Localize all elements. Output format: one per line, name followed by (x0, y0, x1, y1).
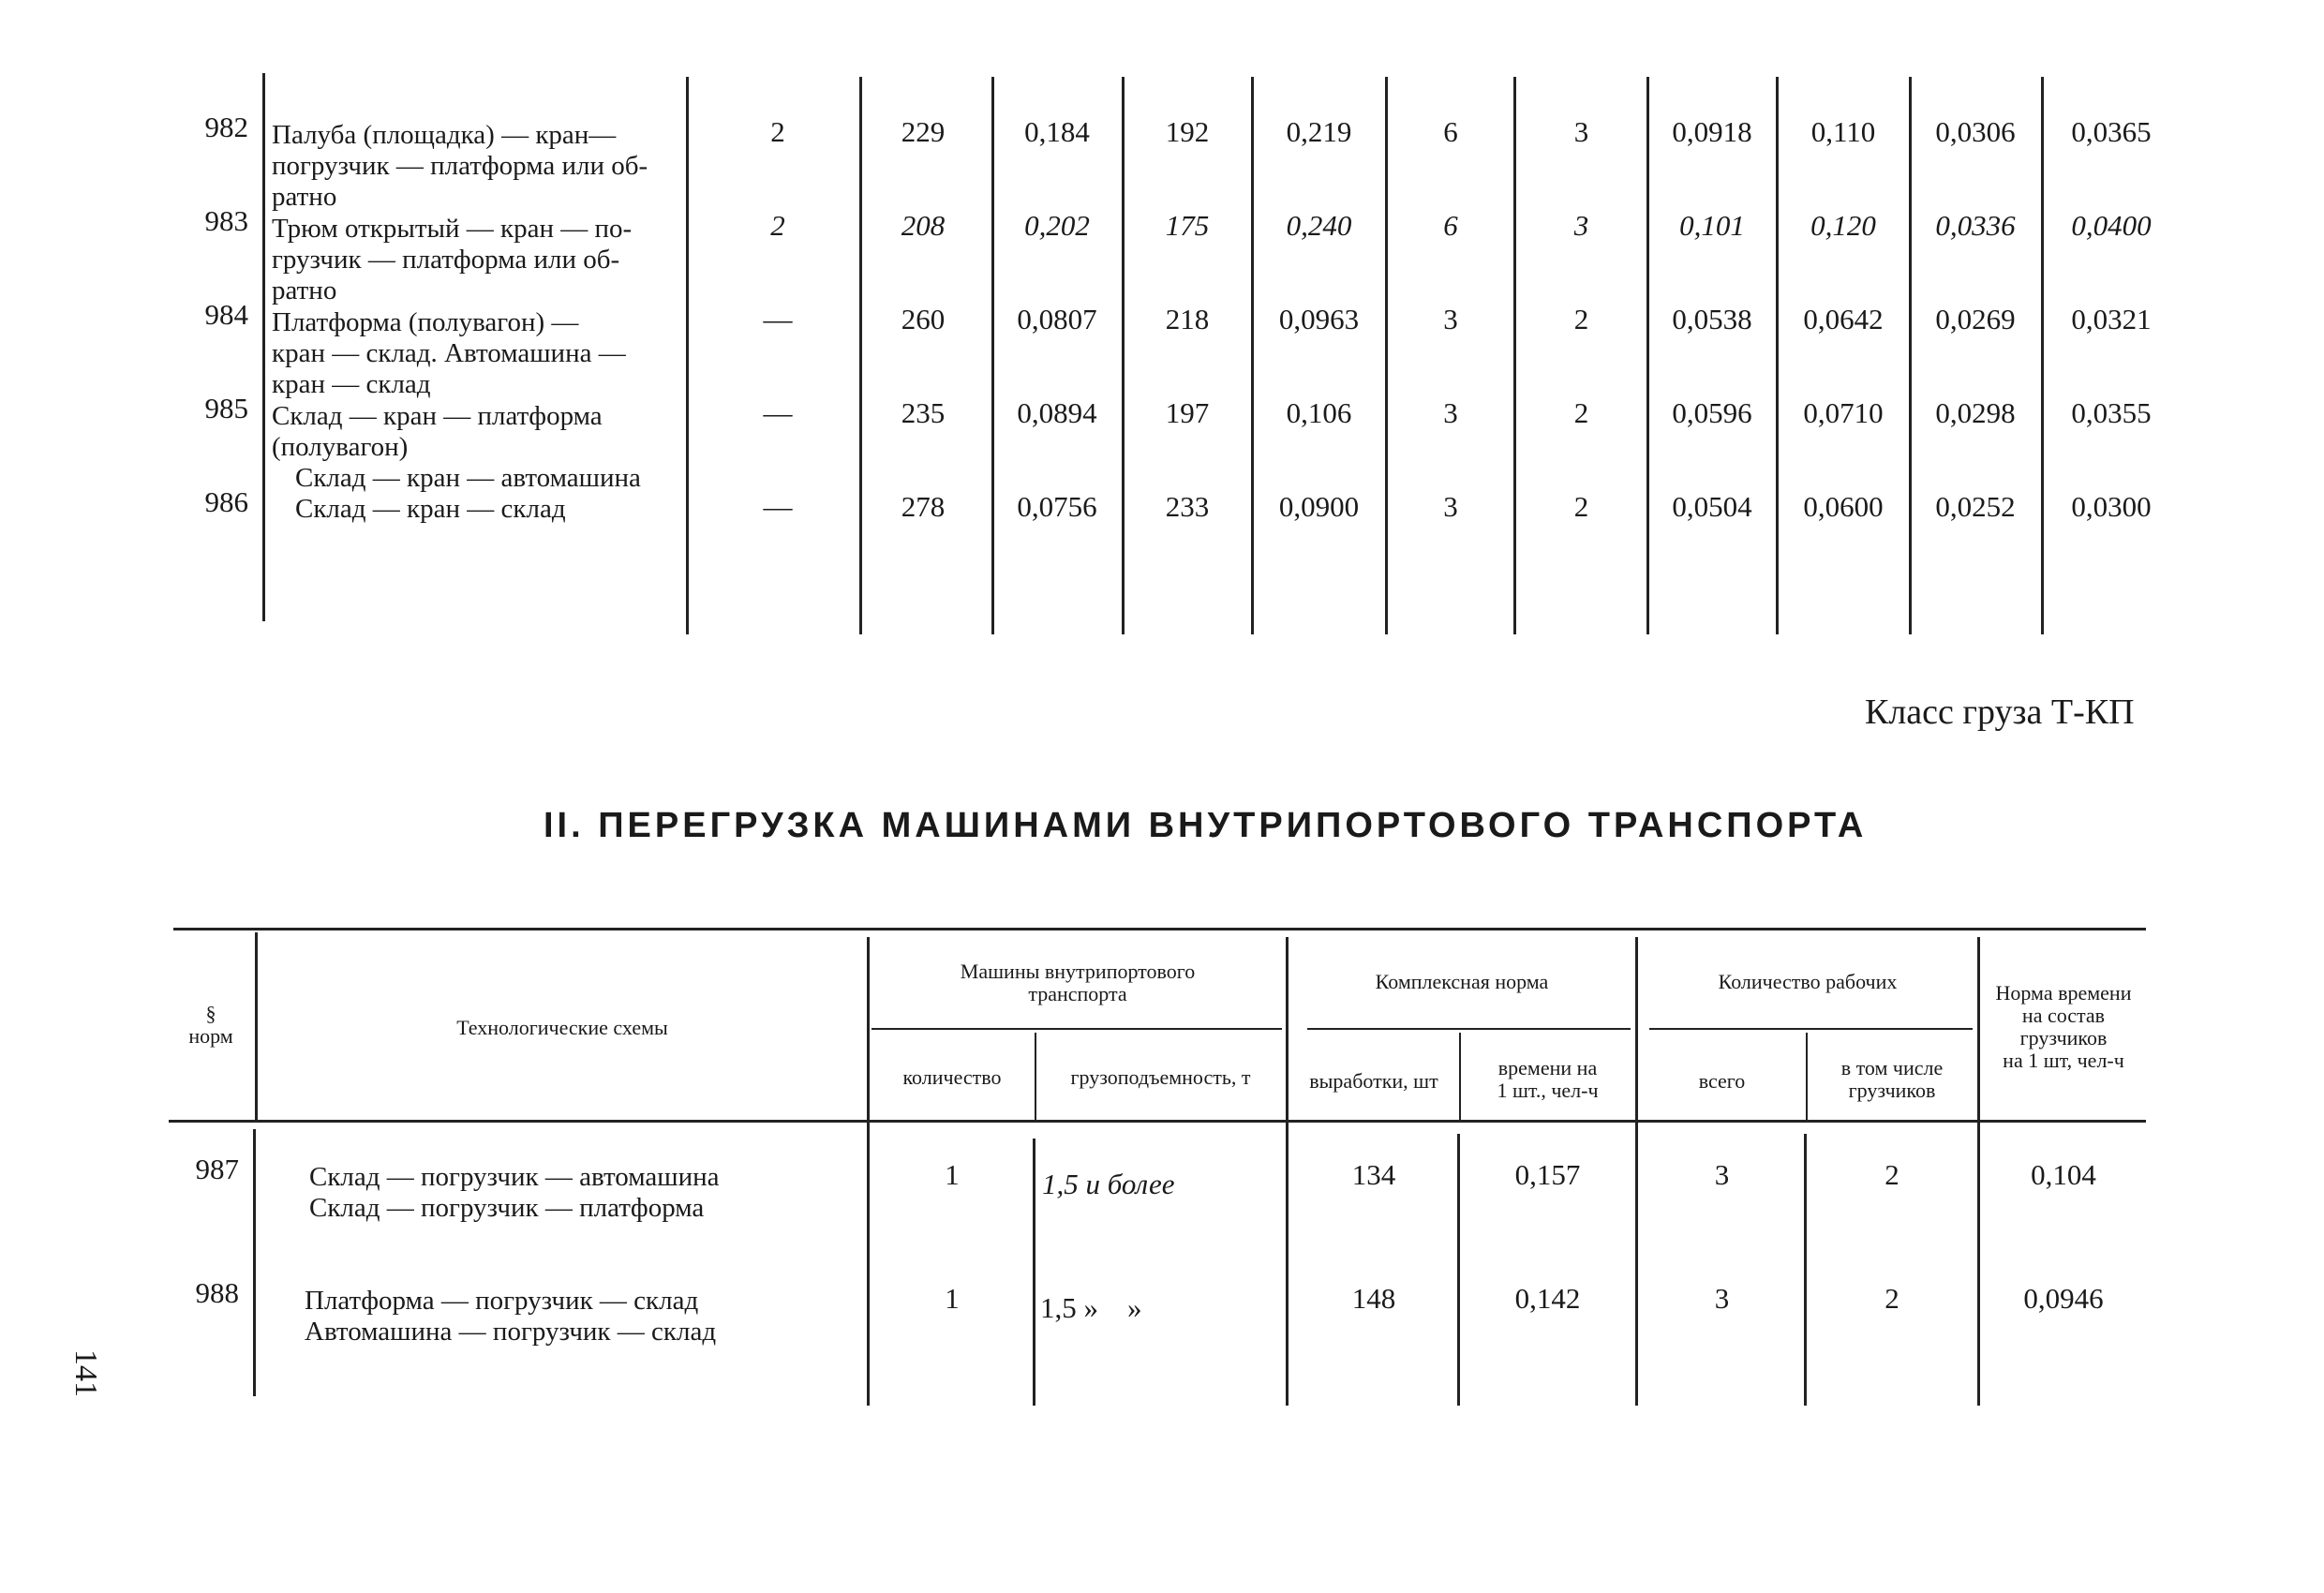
header-text: грузчиков (2019, 1026, 2108, 1050)
value-cell: 1,5 » » (1040, 1291, 1142, 1324)
cargo-class-label: Класс груза Т-КП (1865, 692, 2135, 732)
value-cell: 0,0300 (2071, 490, 2152, 523)
value-cell: 6 (1443, 209, 1458, 242)
header-text: Машины внутрипортового (960, 960, 1196, 983)
value-cell: 0,0756 (1017, 490, 1097, 523)
header-text: § (205, 1002, 216, 1025)
value-cell: 3 (1573, 209, 1589, 242)
header-sub-rule (872, 1028, 1282, 1030)
scheme-line: ратно (272, 275, 337, 305)
header-text: норм (188, 1024, 233, 1048)
value-cell: 0,0963 (1278, 303, 1360, 335)
value-cell: 2 (1573, 396, 1589, 429)
column-rule (1513, 77, 1516, 634)
column-rule (859, 77, 862, 634)
header-text: в том числе (1840, 1056, 1944, 1079)
value-cell: 2 (1573, 490, 1589, 523)
section-title: II. ПЕРЕГРУЗКА МАШИНАМИ ВНУТРИПОРТОВОГО ТРАНСПОРТА (544, 806, 1868, 845)
scheme-line: кран — склад (272, 369, 431, 399)
value-cell: 233 (1165, 490, 1210, 523)
value-cell: — (763, 396, 793, 429)
column-rule (1646, 77, 1649, 634)
value-cell: 0,0298 (1935, 396, 2016, 429)
header-norm-number (169, 1003, 253, 1048)
value-cell: — (763, 490, 793, 523)
value-cell: 192 (1165, 115, 1210, 148)
column-rule (1251, 77, 1254, 634)
value-cell: 0,104 (2031, 1158, 2096, 1191)
header-output: выработки, шт (1309, 1069, 1438, 1093)
column-rule (1035, 1033, 1036, 1120)
value-cell: 0,0336 (1935, 209, 2016, 242)
column-rule (1457, 1134, 1460, 1406)
value-cell: 1,5 и более (1042, 1168, 1175, 1200)
header-text: времени на (1497, 1056, 1598, 1079)
value-cell: 0,219 (1286, 115, 1352, 148)
norm-number: 988 (195, 1276, 239, 1309)
header-machines (872, 960, 1284, 1005)
column-rule (2041, 77, 2044, 634)
value-cell: 0,0900 (1278, 490, 1360, 523)
value-cell: 3 (1714, 1158, 1730, 1191)
value-cell: 0,0807 (1017, 303, 1097, 335)
header-sub-rule (1649, 1028, 1973, 1030)
header-text: на 1 шт, чел-ч (2003, 1049, 2124, 1072)
norm-number: 985 (204, 392, 248, 424)
column-rule (1459, 1033, 1461, 1120)
value-cell: 0,0894 (1017, 396, 1097, 429)
value-cell: 0,0252 (1935, 490, 2016, 523)
value-cell: 2 (1885, 1158, 1899, 1191)
value-cell: 0,0306 (1935, 115, 2016, 148)
value-cell: 0,0400 (2071, 209, 2152, 242)
value-cell: 1 (945, 1282, 960, 1315)
column-rule (1806, 1033, 1808, 1120)
value-cell: 3 (1443, 396, 1458, 429)
value-cell: 1 (945, 1158, 960, 1191)
value-cell: 2 (770, 115, 785, 148)
scheme-line: Склад — погрузчик — платформа (309, 1193, 705, 1223)
value-cell: 0,0918 (1672, 115, 1752, 148)
scheme-line: Платформа — погрузчик — склад (305, 1286, 699, 1316)
header-bottom-rule (169, 1120, 2146, 1123)
value-cell: 0,202 (1024, 209, 1090, 242)
column-rule (1635, 937, 1638, 1406)
column-rule (1804, 1134, 1807, 1406)
norm-number: 983 (204, 204, 248, 237)
value-cell: 3 (1443, 490, 1458, 523)
column-rule (867, 937, 870, 1406)
scheme-line: грузчик — платформа или об- (272, 245, 620, 275)
header-time-norm (1979, 982, 2148, 1072)
value-cell: 2 (770, 209, 785, 242)
header-capacity: грузоподъемность, т (1070, 1065, 1251, 1089)
header-loaders (1809, 1057, 1975, 1102)
value-cell: 2 (1885, 1282, 1899, 1315)
value-cell: 0,120 (1810, 209, 1876, 242)
column-rule (1385, 77, 1388, 634)
column-rule (1033, 1139, 1035, 1406)
header-quantity: количество (902, 1065, 1002, 1089)
value-cell: 6 (1443, 115, 1458, 148)
value-cell: 3 (1573, 115, 1589, 148)
value-cell: 208 (901, 209, 946, 242)
value-cell: 0,0596 (1672, 396, 1752, 429)
header-text: транспорта (1028, 982, 1127, 1005)
value-cell: 0,0365 (2071, 115, 2152, 148)
header-total: всего (1698, 1069, 1746, 1093)
value-cell: 0,0946 (2023, 1282, 2104, 1315)
value-cell: 0,142 (1514, 1282, 1581, 1315)
scheme-line: Склад — кран — склад (295, 494, 566, 524)
scheme-line: (полувагон) (272, 432, 409, 462)
value-cell: 218 (1165, 303, 1210, 335)
value-cell: 0,0710 (1803, 396, 1884, 429)
column-rule (686, 77, 689, 634)
value-cell: 197 (1165, 396, 1210, 429)
header-time (1462, 1057, 1633, 1102)
column-rule (1776, 77, 1779, 634)
scheme-line: ратно (272, 182, 337, 212)
value-cell: 0,184 (1024, 115, 1090, 148)
scheme-line: Трюм открытый — кран — по- (272, 214, 633, 244)
column-rule (1286, 937, 1289, 1406)
value-cell: 0,157 (1514, 1158, 1581, 1191)
norm-number: 984 (204, 298, 248, 331)
table-top-rule (173, 928, 2146, 930)
column-rule (1909, 77, 1912, 634)
column-rule (253, 1129, 256, 1396)
header-workers: Количество рабочих (1718, 970, 1898, 993)
value-cell: 229 (901, 115, 946, 148)
column-rule (262, 73, 265, 621)
value-cell: 0,106 (1286, 396, 1352, 429)
value-cell: 0,0538 (1672, 303, 1752, 335)
value-cell: 278 (901, 490, 946, 523)
value-cell: 0,0321 (2071, 303, 2152, 335)
scheme-line: Склад — кран — платформа (272, 401, 603, 431)
value-cell: 2 (1573, 303, 1589, 335)
header-schemes: Технологические схемы (456, 1016, 668, 1039)
header-text: Норма времени (1995, 981, 2132, 1005)
column-rule (1122, 77, 1125, 634)
value-cell: 0,0642 (1803, 303, 1884, 335)
value-cell: 0,0355 (2071, 396, 2152, 429)
norm-number: 986 (204, 485, 248, 518)
value-cell: 0,240 (1286, 209, 1352, 242)
header-text: грузчиков (1848, 1079, 1936, 1102)
header-text: на состав (2021, 1004, 2106, 1027)
value-cell: 235 (901, 396, 946, 429)
value-cell: 0,0269 (1935, 303, 2016, 335)
value-cell: 0,110 (1810, 115, 1876, 148)
value-cell: — (763, 303, 793, 335)
scheme-line: Склад — погрузчик — автомашина (309, 1162, 720, 1192)
column-rule (991, 77, 994, 634)
scheme-line: Платформа (полувагон) — (272, 307, 579, 337)
page-number: 141 (68, 1349, 103, 1397)
value-cell: 134 (1351, 1158, 1396, 1191)
value-cell: 175 (1165, 209, 1210, 242)
header-complex-norm: Комплексная норма (1375, 970, 1549, 993)
norm-number: 987 (195, 1153, 239, 1185)
scheme-line: Палуба (площадка) — кран— (272, 120, 617, 150)
scheme-line: Автомашина — погрузчик — склад (305, 1317, 717, 1347)
value-cell: 3 (1443, 303, 1458, 335)
value-cell: 3 (1714, 1282, 1730, 1315)
value-cell: 0,101 (1679, 209, 1745, 242)
scheme-line: кран — склад. Автомашина — (272, 338, 626, 368)
value-cell: 148 (1351, 1282, 1396, 1315)
header-sub-rule (1307, 1028, 1631, 1030)
value-cell: 0,0600 (1803, 490, 1884, 523)
value-cell: 260 (901, 303, 946, 335)
scheme-line: Склад — кран — автомашина (295, 463, 641, 493)
norm-number: 982 (204, 111, 248, 143)
value-cell: 0,0504 (1672, 490, 1752, 523)
scheme-line: погрузчик — платформа или об- (272, 151, 648, 181)
header-text: 1 шт., чел-ч (1497, 1079, 1599, 1102)
